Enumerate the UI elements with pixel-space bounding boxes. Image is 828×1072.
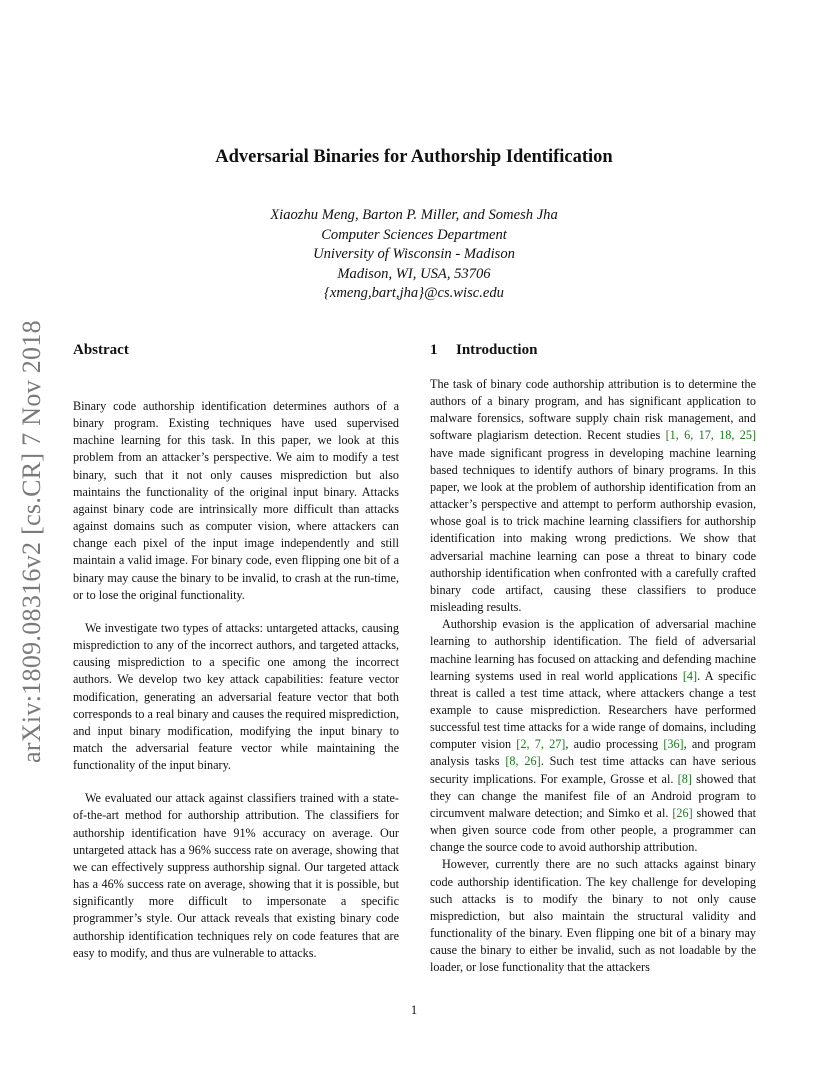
abstract-heading: Abstract <box>73 342 129 358</box>
intro-text: , and program analysis tasks <box>430 737 757 769</box>
abstract-paragraph: Binary code authorship identification determines authors of a binary program. Existing techniques have used supervised machine learning for this task. In this paper, we look at this problem from an attacker’s perspective. We aim to modify a test binary, such that it not only causes misprediction but also maintains the functionality of the original input binary. Attacks against binary code are intrinsically more difficult than attacks against domains such as computer vision, where attackers can change each pixel of the input image independently and still maintain a valid image. For binary code, even flipping one bit of a binary may cause the binary to be invalid, to crash at the run-time, or to lose the original functionality. <box>73 399 399 602</box>
author-university: University of Wisconsin - Madison <box>313 246 515 262</box>
author-address: Madison, WI, USA, 53706 <box>337 265 491 282</box>
left-column <box>73 341 399 962</box>
author-email: {xmeng,bart,jha}@cs.wisc.edu <box>324 285 504 301</box>
intro-text: have made significant progress in developing machine learning based techniques to identify authors of binary programs. In this paper, we look at the problem of authorship identification from an attacker’s perspective and attempt to perform authorship evasion, whose goal is to trick machine learning classifiers for authorship identification into making wrong predictions. We show that adversarial machine learning can pose a threat to binary code authorship identification when confronted with a carefully crafted binary code artifact, causing these classifiers to produce misleading results. <box>430 445 756 615</box>
page-number: 1 <box>410 1003 418 1017</box>
paper-title: Adversarial Binaries for Authorship Identification <box>215 147 613 167</box>
intro-text: . Such test time attacks can have serious security implications. For example, Grosse et al. <box>430 754 757 786</box>
abstract-paragraph: We investigate two types of attacks: untargeted attacks, causing misprediction to any of the incorrect authors, and targeted attacks, causing misprediction to a specific one among the incorrect authors. We develop two key attack capabilities: feature vector modification, generating an adversarial feature vector that both corresponds to a real binary and causes the required misprediction, and input binary modification, modifying the input binary to match the adversarial feature vector while maintaining the functionality of the input binary. <box>73 620 399 773</box>
intro-text: Authorship evasion is the application of adversarial machine learning to authorship identification. The field of adversarial machine learning has focused on attacking and defending machine learning systems used in real world applications <box>430 617 756 683</box>
citation-link[interactable]: [36] <box>663 737 684 752</box>
right-column <box>430 341 756 976</box>
abstract-body <box>73 398 399 962</box>
intro-text: , audio processing <box>565 737 664 752</box>
citation-link[interactable]: [8] <box>677 771 692 786</box>
intro-text: The task of binary code authorship attribution is to determine the authors of a binary program, and has significant application to malware forensics, software supply chain risk management, and software plagiarism detection. Recent studies <box>430 377 756 443</box>
intro-paragraph <box>430 376 756 616</box>
citation-link[interactable]: [2, 7, 27] <box>516 737 566 752</box>
intro-paragraph: However, currently there are no such attacks against binary code authorship identification. The key challenge for developing such attacks is to modify the binary to not only cause misprediction, but also maintain the structural validity and functionality of the binary. Even flipping one bit of a binary may cause the binary to either be invalid, such as not loadable by the loader, or lose functionality that the attackers <box>430 857 756 975</box>
arxiv-identifier: arXiv:1809.08316v2 [cs.CR] 7 Nov 2018 <box>17 320 46 763</box>
citation-link[interactable]: [26] <box>672 805 693 820</box>
author-names: Xiaozhu Meng, Barton P. Miller, and Somesh Jha <box>270 207 558 223</box>
citation-link[interactable]: [1, 6, 17, 18, 25] <box>665 428 757 443</box>
intro-text: showed that when given source code from other people, a programmer can change the source code to avoid authorship attribution. <box>430 805 756 855</box>
intro-paragraph <box>430 616 756 856</box>
intro-text: . A specific threat is called a test time attack, where attackers change a test example to cause misprediction. Researchers have performed successful test time attacks for a wide range of domains, including computer vision <box>430 668 757 752</box>
introduction-heading <box>430 341 756 363</box>
citation-link[interactable]: [4] <box>682 668 698 683</box>
introduction-body <box>430 376 756 976</box>
author-department: Computer Sciences Department <box>321 226 507 243</box>
section-title: Introduction <box>456 342 538 358</box>
intro-text: showed that they can change the manifest file of an Android program to circumvent malware detection; and Simko et al. <box>430 771 756 820</box>
author-block <box>0 206 828 304</box>
arxiv-identifier-container <box>10 283 54 763</box>
section-number: 1 <box>430 342 438 358</box>
abstract-paragraph: We evaluated our attack against classifiers trained with a state-of-the-art method for authorship attribution. The classifiers for authorship identification have 91% accuracy on average. Our untargeted attack has a 96% success rate on average, showing that we can effectively suppress authorship signal. Our targeted attack has a 46% success rate on average, showing that it is possible, but significantly more difficult to impersonate a specific programmer’s style. Our attack reveals that existing binary code authorship identification techniques rely on code features that are easy to modify, and thus are vulnerable to attacks. <box>73 791 399 960</box>
citation-link[interactable]: [8, 26] <box>505 754 541 769</box>
